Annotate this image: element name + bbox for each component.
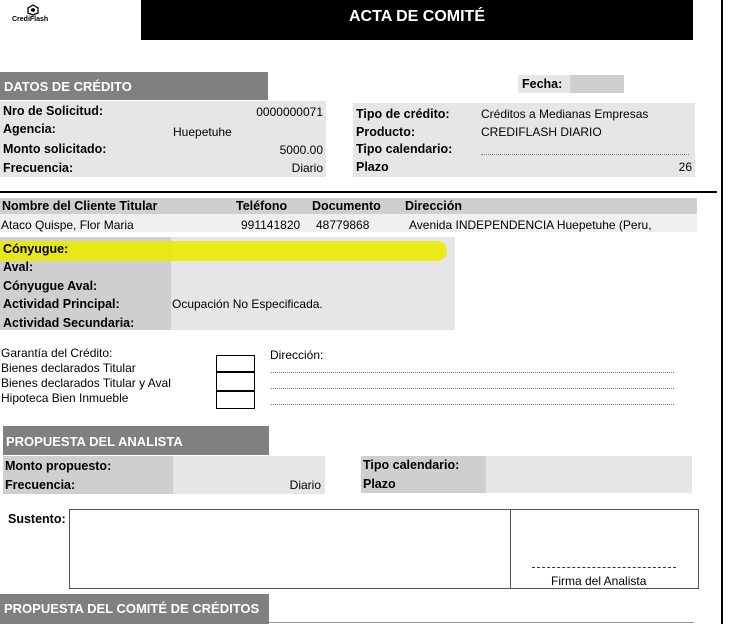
sustento-label: Sustento: (8, 512, 66, 526)
garantia-direccion-line-1[interactable] (271, 362, 674, 373)
firma-line (532, 567, 676, 568)
garantia-item-titular: Bienes declarados Titular (1, 361, 136, 375)
tipo-calendario-label: Tipo calendario: (356, 142, 453, 156)
analista-frecuencia-value: Diario (289, 478, 321, 492)
nombre-titular-header: Nombre del Cliente Titular (2, 199, 158, 213)
page-title: ACTA DE COMITÉ (349, 8, 485, 25)
section-divider (0, 191, 717, 193)
section-header-propuesta-comite: PROPUESTA DEL COMITÉ DE CRÉDITOS (0, 594, 269, 624)
frecuencia-value: Diario (291, 161, 323, 175)
producto-label: Producto: (356, 125, 416, 139)
page-right-border (721, 0, 723, 624)
actividad-principal-label: Actividad Principal: (3, 297, 120, 311)
analista-tipo-calendario-label: Tipo calendario: (363, 458, 460, 472)
client-direccion: Avenida INDEPENDENCIA Huepetuhe (Peru, (409, 218, 652, 232)
garantia-checkbox-hipoteca[interactable] (216, 391, 255, 409)
plazo-label: Plazo (356, 160, 389, 174)
garantia-item-hipoteca: Hipoteca Bien Inmueble (1, 391, 129, 405)
comite-header-line (269, 622, 694, 623)
plazo-value: 26 (678, 160, 692, 174)
garantia-checkbox-titular-aval[interactable] (216, 372, 255, 391)
nro-solicitud-label: Nro de Solicitud: (3, 104, 103, 118)
garantia-item-titular-aval: Bienes declarados Titular y Aval (1, 376, 171, 390)
client-telefono: 991141820 (241, 218, 301, 232)
agencia-value: Huepetuhe (173, 125, 232, 139)
actividad-principal-value: Ocupación No Especificada. (172, 297, 323, 311)
client-name: Ataco Quispe, Flor Maria (1, 218, 134, 232)
nro-solicitud-value: 0000000071 (256, 105, 323, 119)
documento-header: Documento (312, 199, 381, 213)
frecuencia-label: Frecuencia: (3, 161, 74, 175)
analista-right-values-bg (486, 456, 692, 493)
monto-solicitado-label: Monto solicitado: (3, 142, 107, 156)
firma-analista-label: Firma del Analista (551, 574, 647, 588)
analista-frecuencia-label: Frecuencia: (5, 478, 76, 492)
conyuge-aval-label: Cónyugue Aval: (3, 279, 98, 293)
garantia-direccion-label: Dirección: (270, 348, 324, 362)
garantia-title: Garantía del Crédito: (1, 346, 113, 360)
telefono-header: Teléfono (236, 199, 288, 213)
section-header-propuesta-analista: PROPUESTA DEL ANALISTA (3, 426, 269, 455)
tipo-credito-value: Créditos a Medianas Empresas (481, 107, 649, 121)
section-header-datos-credito: DATOS DE CRÉDITO (0, 72, 268, 100)
direccion-header: Dirección (405, 199, 462, 213)
monto-solicitado-value: 5000.00 (279, 143, 323, 157)
aval-label: Aval: (3, 260, 34, 274)
company-logo (12, 4, 54, 28)
sustento-textbox[interactable] (69, 509, 511, 589)
actividad-secundaria-label: Actividad Secundaria: (3, 316, 135, 330)
fecha-label: Fecha: (522, 77, 563, 91)
title-bar (141, 0, 693, 40)
garantia-direccion-line-2[interactable] (271, 378, 674, 389)
fecha-field[interactable] (570, 75, 624, 93)
logo-text: CrediFlash (12, 16, 49, 23)
monto-propuesto-label: Monto propuesto: (5, 459, 112, 473)
agencia-label: Agencia: (3, 122, 56, 136)
tipo-credito-label: Tipo de crédito: (356, 107, 450, 121)
client-documento: 48779868 (316, 218, 370, 232)
tipo-calendario-field[interactable] (481, 142, 689, 155)
logo-mark-icon (26, 4, 40, 16)
producto-value: CREDIFLASH DIARIO (481, 125, 602, 139)
analista-plazo-label: Plazo (363, 477, 396, 491)
conyuge-label: Cónyugue: (3, 242, 69, 256)
garantia-direccion-line-3[interactable] (271, 394, 674, 405)
garantia-checkbox-titular[interactable] (216, 355, 255, 372)
fecha-label-cell (518, 75, 570, 93)
